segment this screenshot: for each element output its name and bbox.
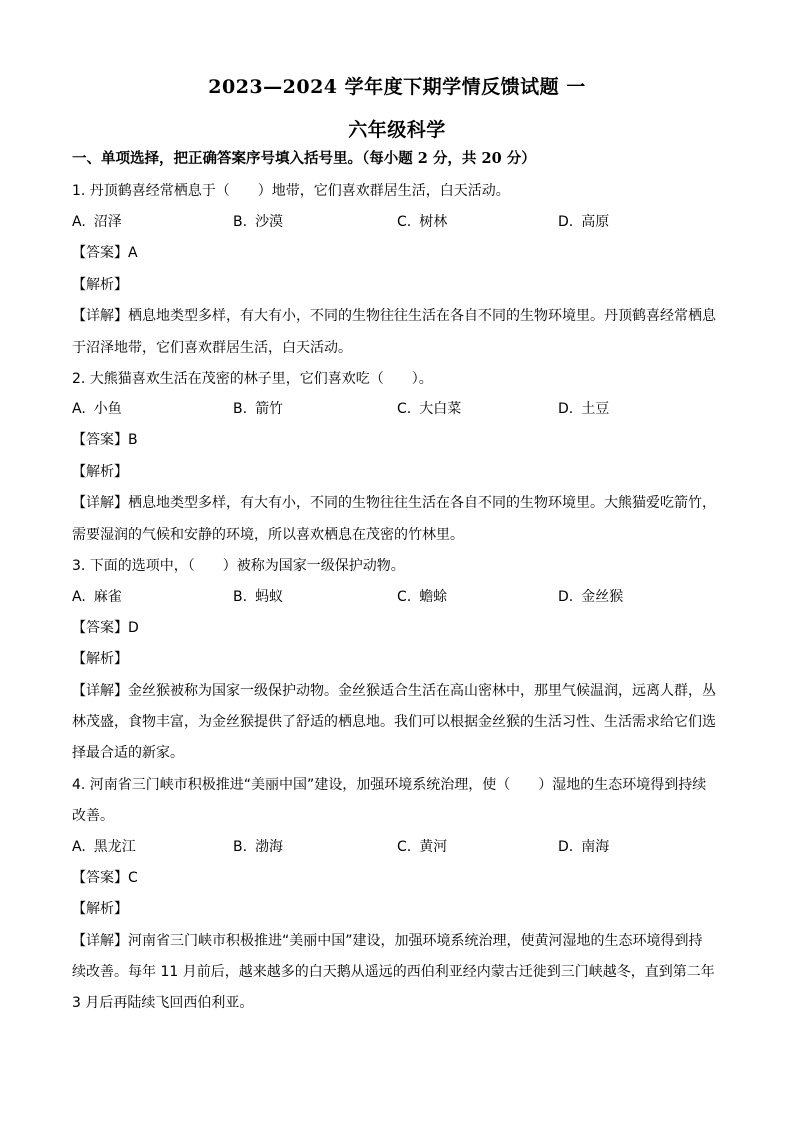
question-2-detail: 【详解】栖息地类型多样，有大有小，不同的生物往往生活在各自不同的生物环境里。大熊猫爱吃箭竹， <box>72 495 716 511</box>
question-3-option-b: B. 蚂蚁 <box>233 589 284 605</box>
question-1-option-d: D. 高原 <box>558 214 610 230</box>
question-2-option-b: B. 箭竹 <box>233 401 284 417</box>
page-title: 2023—2024 学年度下期学情反馈试题 一 <box>208 76 586 98</box>
question-3-detail-cont-1: 林茂盛，食物丰富，为金丝猴提供了舒适的栖息地。我们可以根据金丝猴的生活习性、生活需求给它们选 <box>72 714 716 730</box>
question-4-stem: 4. 河南省三门峡市积极推进“美丽中国”建设，加强环境系统治理，使（ ）湿地的生态环境得到持续 <box>72 777 707 793</box>
question-3-option-c: C. 蟾蜍 <box>397 589 448 605</box>
question-1-detail-cont: 于沼泽地带，它们喜欢群居生活，白天活动。 <box>72 340 352 356</box>
question-4-option-d: D. 南海 <box>558 839 610 855</box>
question-4-detail-cont-1: 续改善。每年 11 月前后，越来越多的白天鹅从遥远的西伯利亚经内蒙古迁徙到三门峡越冬，直到第二年 <box>72 964 715 980</box>
question-1-stem: 1. 丹顶鹤喜经常栖息于（ ）地带，它们喜欢群居生活，白天活动。 <box>72 183 510 199</box>
question-1-analysis-label: 【解析】 <box>72 277 128 293</box>
question-2-option-d: D. 土豆 <box>558 401 610 417</box>
question-1-option-b: B. 沙漠 <box>233 214 284 230</box>
question-3-option-d: D. 金丝猴 <box>558 589 624 605</box>
question-4-stem-cont: 改善。 <box>72 808 114 824</box>
question-3-option-a: A. 麻雀 <box>72 589 122 605</box>
question-2-analysis-label: 【解析】 <box>72 464 128 480</box>
question-4-option-c: C. 黄河 <box>397 839 448 855</box>
question-2-option-c: C. 大白菜 <box>397 401 462 417</box>
question-3-detail-cont-2: 择最合适的新家。 <box>72 745 184 761</box>
question-3-detail: 【详解】金丝猴被称为国家一级保护动物。金丝猴适合生活在高山密林中，那里气候温润，远离人群，丛 <box>72 683 716 699</box>
question-4-detail: 【详解】河南省三门峡市积极推进“美丽中国”建设，加强环境系统治理，使黄河湿地的生态环境得到持 <box>72 933 703 949</box>
question-2-stem: 2. 大熊猫喜欢生活在茂密的林子里，它们喜欢吃（ ）。 <box>72 371 433 387</box>
question-4-answer: 【答案】C <box>72 870 138 886</box>
question-4-option-a: A. 黑龙江 <box>72 839 136 855</box>
question-3-stem: 3. 下面的选项中，（ ）被称为国家一级保护动物。 <box>72 558 405 574</box>
question-3-analysis-label: 【解析】 <box>72 651 128 667</box>
question-2-answer: 【答案】B <box>72 432 138 448</box>
question-1-answer: 【答案】A <box>72 245 138 261</box>
question-4-detail-cont-2: 3 月后再陆续飞回西伯利亚。 <box>72 995 254 1011</box>
question-2-option-a: A. 小鱼 <box>72 401 122 417</box>
section-heading: 一、单项选择，把正确答案序号填入括号里。（每小题 2 分，共 20 分） <box>72 150 536 167</box>
question-4-option-b: B. 渤海 <box>233 839 284 855</box>
question-4-analysis-label: 【解析】 <box>72 901 128 917</box>
question-2-detail-cont: 需要湿润的气候和安静的环境，所以喜欢栖息在茂密的竹林里。 <box>72 527 464 543</box>
page-subtitle: 六年级科学 <box>348 119 446 141</box>
question-1-option-c: C. 树林 <box>397 214 448 230</box>
question-3-answer: 【答案】D <box>72 620 139 636</box>
question-1-detail: 【详解】栖息地类型多样，有大有小，不同的生物往往生活在各自不同的生物环境里。丹顶鹤喜经常栖息 <box>72 308 716 324</box>
question-1-option-a: A. 沼泽 <box>72 214 122 230</box>
